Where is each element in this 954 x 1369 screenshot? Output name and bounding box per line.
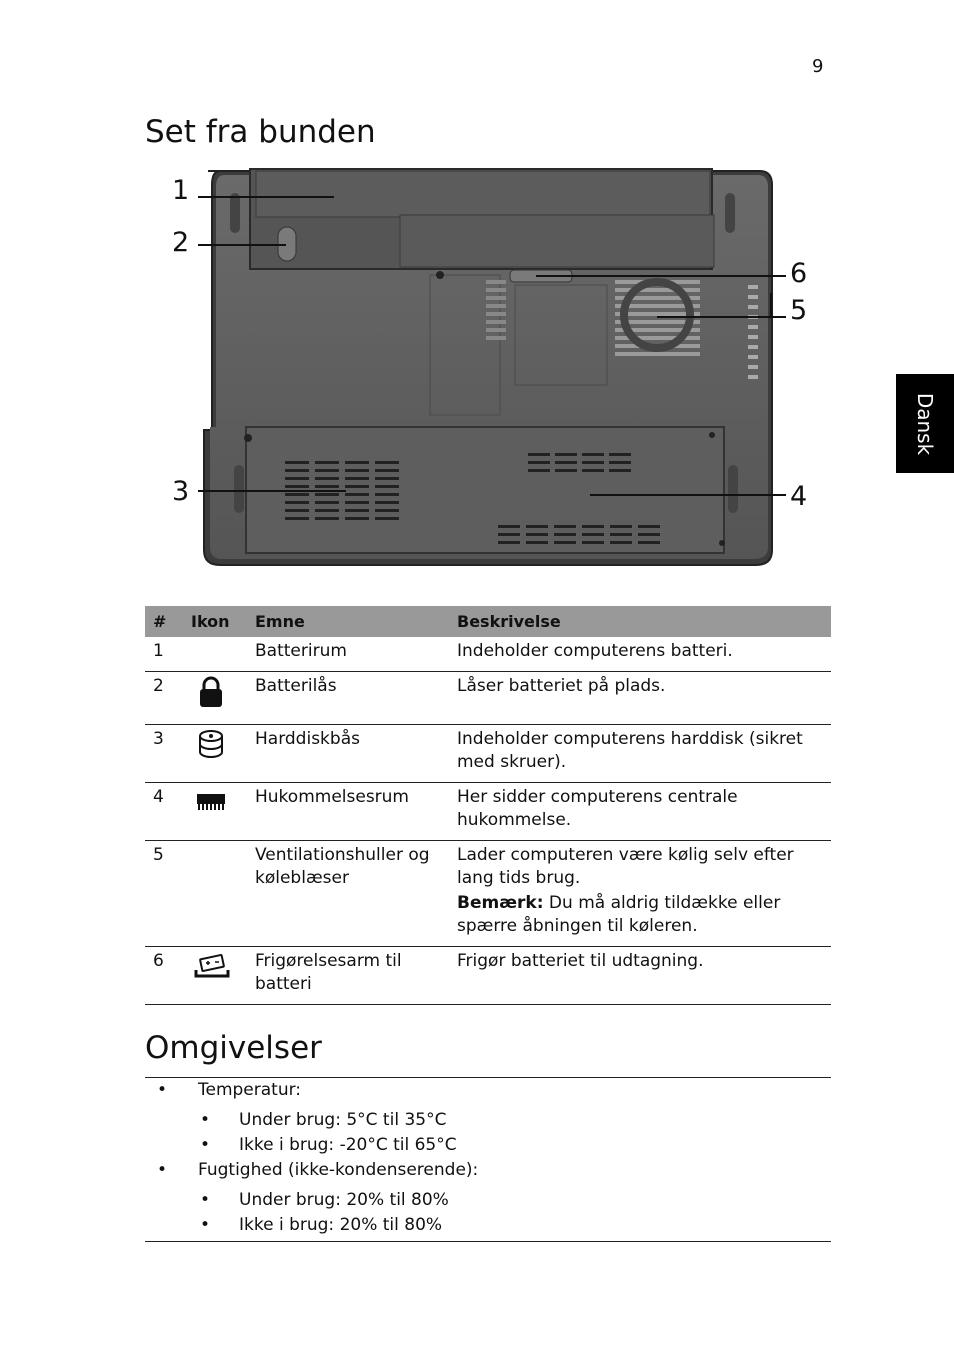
list-item-text: Ikke i brug: -20°C til 65°C — [239, 1135, 457, 1155]
list-item — [145, 1133, 831, 1158]
header-description: Beskrivelse — [449, 606, 831, 637]
row-number: 2 — [145, 672, 183, 725]
row-icon-cell — [183, 637, 247, 672]
table-row — [145, 672, 831, 725]
callout-6-leader — [536, 275, 786, 277]
bullet: • — [200, 1190, 211, 1210]
row-description: Indeholder computerens batteri. — [449, 637, 831, 672]
callout-2: 2 — [172, 227, 190, 258]
callout-4-leader — [590, 494, 786, 496]
row-item: Frigørelsesarm til batteri — [247, 947, 449, 1005]
list-item-text: Under brug: 20% til 80% — [239, 1190, 449, 1210]
header-number: # — [145, 606, 183, 637]
row-description: Låser batteriet på plads. — [449, 672, 831, 725]
section-title-environment: Omgivelser — [145, 1030, 322, 1066]
header-icon: Ikon — [183, 606, 247, 637]
row-item: Batterirum — [247, 637, 449, 672]
row-icon-cell — [183, 725, 247, 783]
parts-table — [145, 606, 831, 1005]
memory-icon — [191, 786, 231, 820]
environment-bottom-rule — [145, 1241, 831, 1242]
callout-2-leader — [198, 244, 286, 246]
environment-list — [145, 1078, 831, 1238]
page-number: 9 — [812, 56, 824, 77]
list-item — [145, 1108, 831, 1133]
row-icon-cell — [183, 672, 247, 725]
table-row — [145, 783, 831, 841]
language-tab-label: Dansk — [913, 392, 937, 455]
list-item — [145, 1188, 831, 1213]
list-item — [145, 1213, 831, 1238]
row-description: Her sidder computerens centrale hukommelse. — [449, 783, 831, 841]
laptop-bottom-diagram — [160, 165, 820, 575]
laptop-bottom-illustration — [160, 165, 820, 575]
row-icon-cell — [183, 783, 247, 841]
hard-disk-icon — [191, 728, 231, 762]
row-number: 1 — [145, 637, 183, 672]
row-description: Indeholder computerens harddisk (sikret med skruer). — [449, 725, 831, 783]
row-note-text: Du må aldrig tildække eller spærre åbningen til køleren. — [457, 893, 781, 936]
callout-4: 4 — [790, 481, 808, 512]
row-description: Lader computeren være kølig selv efter lang tids brug. — [457, 845, 794, 888]
row-item: Batterilås — [247, 672, 449, 725]
callout-1-leader — [198, 196, 334, 198]
row-icon-cell — [183, 841, 247, 947]
table-row — [145, 841, 831, 947]
callout-5-bracket — [770, 293, 772, 317]
bullet: • — [200, 1215, 211, 1235]
table-row — [145, 637, 831, 672]
row-note-label: Bemærk: — [457, 893, 544, 913]
row-item: Harddiskbås — [247, 725, 449, 783]
list-item-text: Temperatur: — [198, 1080, 302, 1100]
battery-lock-icon — [191, 675, 231, 709]
list-item-text: Ikke i brug: 20% til 80% — [239, 1215, 443, 1235]
callout-5: 5 — [790, 295, 808, 326]
row-item: Ventilationshuller og køleblæser — [247, 841, 449, 947]
callout-5-leader — [657, 316, 786, 318]
list-item — [145, 1158, 831, 1183]
language-tab — [896, 374, 954, 473]
table-header-row — [145, 606, 831, 637]
row-description: Frigør batteriet til udtagning. — [449, 947, 831, 1005]
callout-1: 1 — [172, 175, 190, 206]
list-item — [145, 1078, 831, 1103]
row-note — [457, 892, 823, 938]
row-number: 6 — [145, 947, 183, 1005]
bullet: • — [200, 1110, 211, 1130]
row-number: 5 — [145, 841, 183, 947]
callout-6: 6 — [790, 258, 808, 289]
list-item-text: Under brug: 5°C til 35°C — [239, 1110, 447, 1130]
bullet: • — [200, 1135, 211, 1155]
table-row — [145, 947, 831, 1005]
bullet: • — [157, 1080, 168, 1100]
row-item: Hukommelsesrum — [247, 783, 449, 841]
row-number: 3 — [145, 725, 183, 783]
list-item-text: Fugtighed (ikke-kondenserende): — [198, 1160, 479, 1180]
row-icon-cell — [183, 947, 247, 1005]
table-row — [145, 725, 831, 783]
row-description-cell — [449, 841, 831, 947]
callout-3-leader — [198, 490, 346, 492]
battery-release-icon — [191, 950, 231, 984]
section-title-bottom-view: Set fra bunden — [145, 114, 376, 150]
callout-3: 3 — [172, 476, 190, 507]
header-item: Emne — [247, 606, 449, 637]
bullet: • — [157, 1160, 168, 1180]
row-number: 4 — [145, 783, 183, 841]
